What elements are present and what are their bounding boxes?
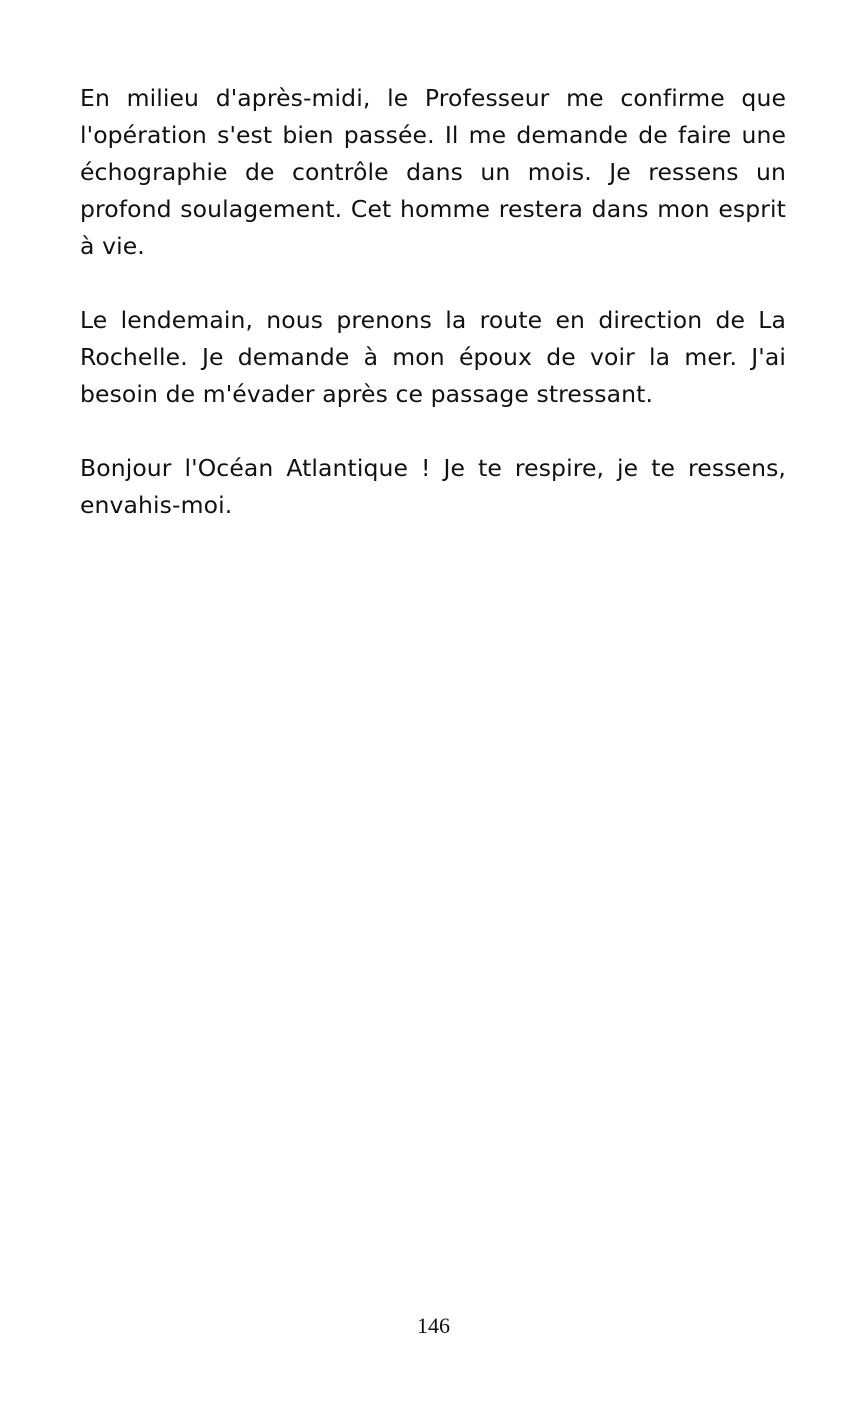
paragraph-1: En milieu d'après-midi, le Professeur me confirme que l'opération s'est bien passée. Il me demande de faire une échographie de contrôle dans un mois. Je ressens un profond soulagement. Cet homme restera dans mon esprit à vie.	[80, 84, 786, 260]
page-number: 146	[417, 1313, 450, 1338]
body-text	[80, 80, 786, 561]
paragraph-2: Le lendemain, nous prenons la route en direction de La Rochelle. Je demande à mon époux de voir la mer. J'ai besoin de m'évader après ce passage stressant.	[80, 306, 786, 408]
paragraph-3: Bonjour l'Océan Atlantique ! Je te respire, je te ressens, envahis-moi.	[80, 454, 786, 519]
